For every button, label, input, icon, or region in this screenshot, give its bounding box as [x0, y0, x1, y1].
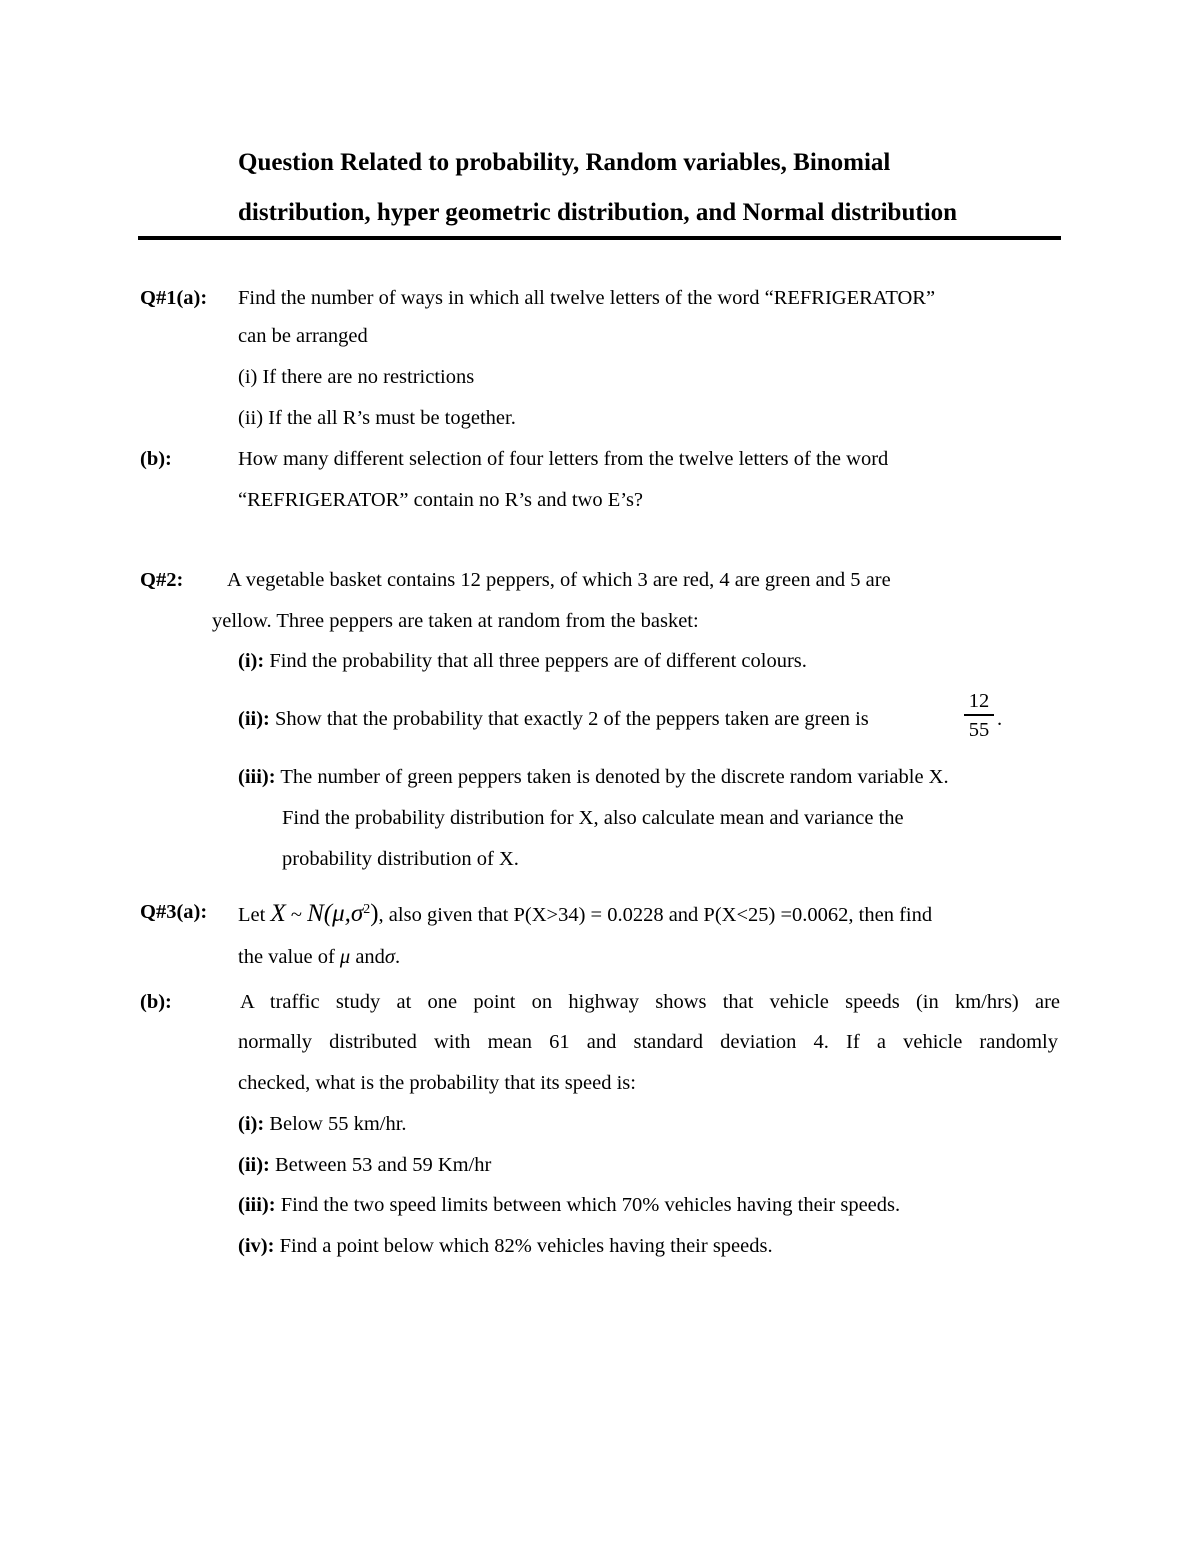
q2-part-iii-label: (iii):: [238, 766, 276, 788]
fraction-bar: [964, 714, 994, 716]
q2-part-iii-text: The number of green peppers taken is denoted by the discrete random variable X.: [275, 766, 949, 788]
q2-part-ii: [238, 705, 869, 733]
title-divider: [138, 236, 1061, 240]
q3b-part-i-label: (i):: [238, 1113, 265, 1135]
math-sigma: σ: [384, 946, 396, 968]
q3b-part-iv-label: (iv):: [238, 1235, 275, 1257]
fraction-numerator: 12: [968, 690, 990, 712]
q3b-part-ii-label: (ii):: [238, 1154, 270, 1176]
q3b-part-iii: [238, 1191, 900, 1219]
q3a-label: Q#3(a):: [140, 901, 208, 923]
q2-part-iii: [238, 763, 949, 791]
q3b-part-iii-label: (iii):: [238, 1194, 276, 1216]
q3a-and: and: [350, 946, 385, 968]
q1a-part-i: (i) If there are no restrictions: [238, 366, 475, 388]
q1a-text-line1: Find the number of ways in which all twelve letters of the word “REFRIGERATOR”: [238, 287, 936, 309]
q1b-text-line2: “REFRIGERATOR” contain no R’s and two E’s?: [238, 489, 644, 511]
q1a-part-ii: (ii) If the all R’s must be together.: [238, 407, 516, 429]
math-tilde: ~: [285, 903, 308, 926]
q1b-text-line1: How many different selection of four letters from the twelve letters of the word: [238, 448, 889, 470]
q3b-text-line3: checked, what is the probability that its speed is:: [238, 1072, 636, 1094]
q3a-text-line2: [238, 943, 400, 971]
fraction-denominator: 55: [968, 718, 990, 741]
math-superscript: 2: [363, 902, 371, 917]
q2-label: Q#2:: [140, 569, 184, 591]
q3a-let: Let: [238, 903, 271, 926]
q3b-part-i: [238, 1110, 407, 1138]
q3b-part-iv-text: Find a point below which 82% vehicles having their speeds.: [274, 1235, 773, 1257]
q2-part-ii-text: Show that the probability that exactly 2 of the peppers taken are green is: [269, 708, 869, 730]
q3b-part-ii-text: Between 53 and 59 Km/hr: [269, 1154, 492, 1176]
q2-fraction: [964, 690, 994, 741]
q3b-part-ii: [238, 1151, 491, 1179]
page-title: [238, 138, 1138, 238]
q2-part-i: [238, 647, 807, 675]
math-n: N: [307, 899, 324, 927]
q2-text-line1: A vegetable basket contains 12 peppers, of which 3 are red, 4 are green and 5 are: [227, 569, 891, 591]
math-close: ): [370, 899, 379, 927]
q1a-label: Q#1(a):: [140, 287, 208, 309]
q2-part-i-label: (i):: [238, 650, 265, 672]
q3a-text-line1: [238, 896, 932, 929]
q3b-text-line1: A traffic study at one point on highway shows that vehicle speeds (in km/hrs) are: [240, 991, 1060, 1013]
q3b-part-i-text: Below 55 km/hr.: [264, 1113, 407, 1135]
q3a-line2-pre: the value of: [238, 946, 340, 968]
q3b-part-iv: [238, 1232, 773, 1260]
q3b-text-line2: normally distributed with mean 61 and standard deviation 4. If a vehicle randomly: [238, 1031, 1058, 1053]
q2-part-iii-line2: Find the probability distribution for X, also calculate mean and variance the: [282, 807, 904, 829]
q2-part-ii-label: (ii):: [238, 708, 270, 730]
math-mu: μ: [339, 946, 351, 968]
math-args: (μ,σ: [323, 899, 364, 927]
q2-part-ii-end: .: [997, 708, 1003, 730]
q3a-rest: , also given that P(X>34) = 0.0228 and P(X<25) =0.0062, then find: [378, 903, 933, 926]
q2-text-line2: yellow. Three peppers are taken at random from the basket:: [212, 610, 699, 632]
q1a-text-line2: can be arranged: [238, 325, 368, 347]
title-line-1: Question Related to probability, Random variables, Binomial: [238, 149, 891, 176]
q1b-label: (b):: [140, 448, 172, 470]
math-x: X: [270, 899, 286, 927]
q2-part-iii-line3: probability distribution of X.: [282, 848, 519, 870]
title-line-2: distribution, hyper geometric distribution, and Normal distribution: [238, 199, 958, 226]
q3b-part-iii-text: Find the two speed limits between which 70% vehicles having their speeds.: [275, 1194, 901, 1216]
q2-part-i-text: Find the probability that all three peppers are of different colours.: [264, 650, 807, 672]
q3a-end: .: [395, 946, 401, 968]
q3b-label: (b):: [140, 991, 172, 1013]
